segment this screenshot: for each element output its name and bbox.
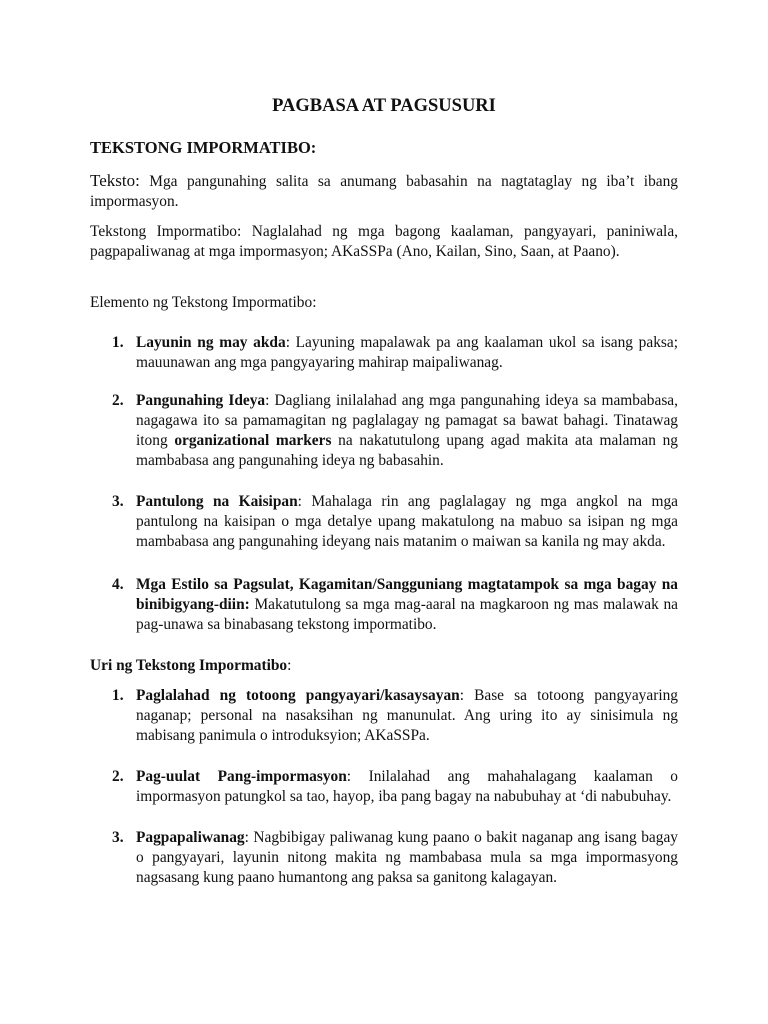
list-term: Pangunahing Ideya: [136, 392, 266, 409]
list-number: 1.: [112, 687, 124, 704]
list-text: : Mahalaga rin ang paglalagay ng mga angkol na mga pantulong na kaisipan o mga detalye upang makatulong na mabuo sa isipan ng mga mambabasa ang pangunahing ideyang nais matanim o maiwan sa kanila ng may akda.: [136, 493, 678, 550]
list-term: Layunin ng may akda: [136, 334, 286, 351]
paragraph-elemento-heading: Elemento ng Tekstong Impormatibo:: [90, 294, 317, 311]
types-list: [90, 686, 678, 888]
paragraph-teksto: [90, 171, 678, 212]
list-text: : Dagliang inilalahad ang mga pangunahing ideya sa mambabasa, nagagawa ito sa pamamagitan ng paglalagay ng pamagat sa bawat bahagi. Tinatawag itong: [136, 392, 678, 449]
list-item: [90, 767, 678, 807]
list-text: : Inilalahad ang mahahalagang kaalaman o impormasyon patungkol sa tao, hayop, iba pang bagay na nabubuhay at ‘di nabubuhay.: [136, 768, 678, 805]
list-text: Makatutulong sa mga mag-aaral na magkaroon ng mas malawak na pag-unawa sa binabasang tekstong impormatibo.: [136, 596, 678, 633]
list-term: Mga Estilo sa Pagsulat, Kagamitan/Sangguniang magtatampok sa mga bagay na binibigyang-diin:: [136, 576, 678, 613]
definition-teksto: Mga pangunahing salita sa anumang babasahin na nagtataglay ng iba’t ibang impormasyon.: [90, 173, 678, 210]
list-number: 3.: [112, 493, 124, 510]
list-item: [90, 391, 678, 471]
list-text-continued: na nakatutulong upang agad makita ata malaman ng mambabasa ang pangunahing ideya ng babasahin.: [136, 432, 678, 469]
document-title: PAGBASA AT PAGSUSURI: [272, 96, 496, 116]
types-heading-colon: :: [287, 657, 292, 674]
list-text: : Layuning mapalawak pa ang kaalaman ukol sa isang paksa; mauunawan ang mga pangyayaring mahirap maipaliwanag.: [136, 334, 678, 371]
paragraph-tekstong-impormatibo: Tekstong Impormatibo: Naglalahad ng mga bagong kaalaman, pangyayari, paniniwala, pagpapaliwanag at mga impormasyon; AKaSSPa (Ano, Kailan, Sino, Saan, at Paano).: [90, 223, 678, 260]
list-item: [90, 492, 678, 552]
list-text: : Nagbibigay paliwanag kung paano o bakit naganap ang isang bagay o pangyayari, layunin nitong makita ng mambabasa mula sa mga impormasyong nagsasang kung paano humantong ang paksa sa ganitong kalagayan.: [136, 829, 678, 886]
list-number: 1.: [112, 334, 124, 351]
list-item: [90, 575, 678, 635]
list-number: 3.: [112, 829, 124, 846]
list-term: Pag-uulat Pang-impormasyon: [136, 768, 347, 785]
term-teksto: Teksto:: [90, 171, 140, 190]
list-item: [90, 686, 678, 746]
types-heading-term: Uri ng Tekstong Impormatibo: [90, 657, 288, 674]
list-term-emphasis: organizational markers: [174, 432, 332, 449]
section-heading: TEKSTONG IMPORMATIBO:: [90, 138, 317, 157]
list-item: [90, 333, 678, 373]
list-number: 2.: [112, 392, 124, 409]
list-number: 2.: [112, 768, 124, 785]
list-term: Pantulong na Kaisipan: [136, 493, 298, 510]
list-text: : Base sa totoong pangyayaring naganap; personal na nasaksihan ng manunulat. Ang uring ito ay sinisimula ng mabisang panimula o introduksyion; AKaSSPa.: [136, 687, 678, 744]
list-term: Paglalahad ng totoong pangyayari/kasaysayan: [136, 687, 460, 704]
list-item: [90, 828, 678, 888]
list-number: 4.: [112, 576, 124, 593]
elements-list: [90, 333, 678, 635]
list-term: Pagpapaliwanag: [136, 829, 245, 846]
types-heading: [90, 656, 291, 676]
